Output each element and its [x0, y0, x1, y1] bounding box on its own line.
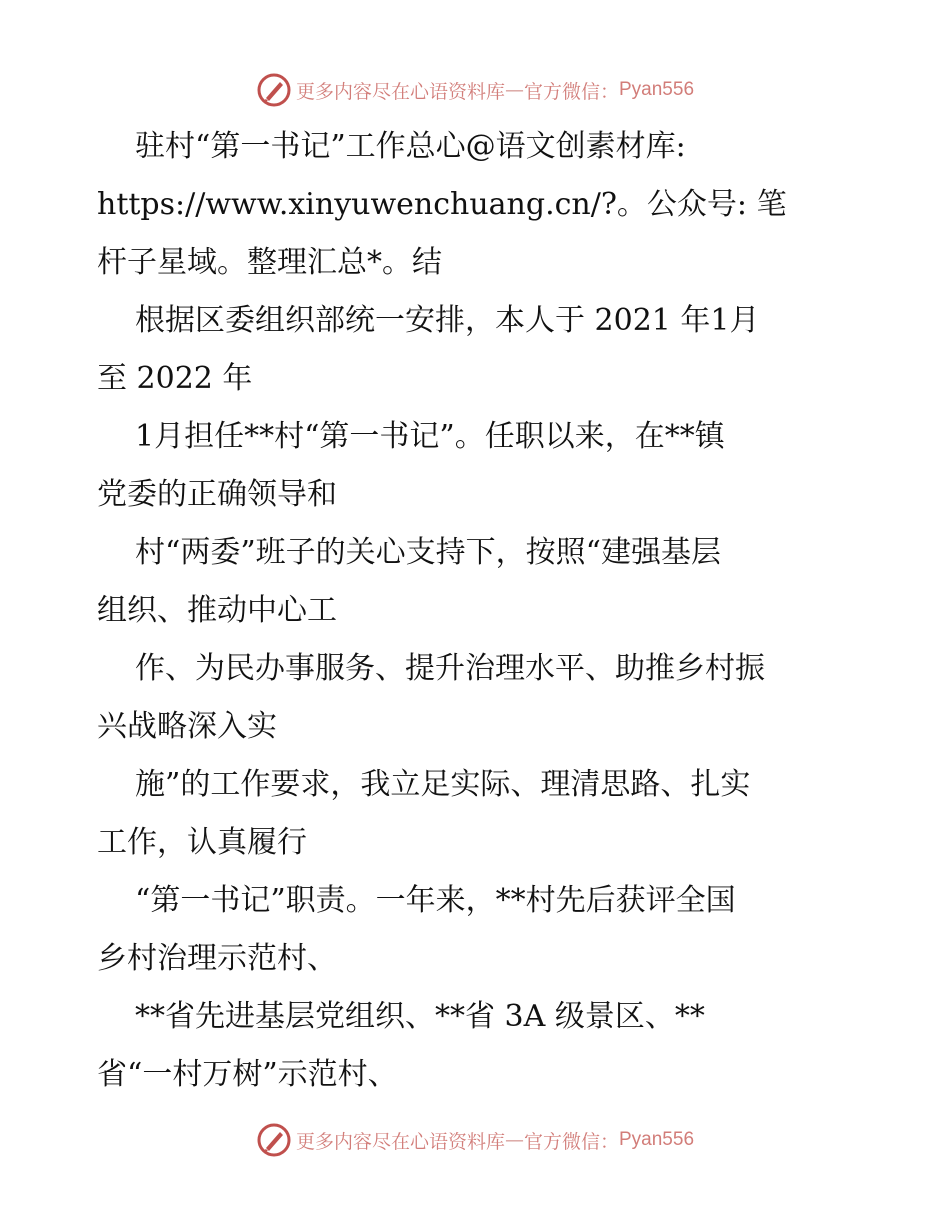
text-line: 工作，认真履行: [97, 825, 307, 860]
text-line: 根据区委组织部统一安排，本人于 2021 年1月: [135, 303, 760, 338]
document-body: [97, 124, 857, 1110]
text-line: 乡村治理示范村、: [97, 941, 337, 976]
pen-logo-icon: [256, 72, 292, 108]
text-line: 至 2022 年: [97, 361, 253, 396]
text-line: **省先进基层党组织、**省 3A 级景区、**: [135, 999, 705, 1034]
text-line: 党委的正确领导和: [97, 477, 337, 512]
text-line: 杆子星域。整理汇总*。结: [97, 245, 442, 280]
banner-wechat-id: Pyan556: [619, 1129, 695, 1150]
text-line: “第一书记”职责。一年来，**村先后获评全国: [135, 883, 736, 918]
banner-wechat-id: Pyan556: [619, 79, 695, 100]
text-line: 省“一村万树”示范村、: [97, 1057, 398, 1092]
pen-logo-icon: [256, 1122, 292, 1158]
text-line: 村“两委”班子的关心支持下，按照“建强基层: [135, 535, 722, 570]
banner-title: 更多内容尽在心语资料库: [295, 80, 505, 103]
banner-separator: —: [504, 79, 524, 101]
banner-title: 更多内容尽在心语资料库: [295, 1130, 505, 1153]
text-line: 1月担任**村“第一书记”。任职以来，在**镇: [135, 419, 725, 454]
text-line: 兴战略深入实: [97, 709, 277, 744]
banner-wechat-label: 官方微信：: [523, 1130, 619, 1153]
text-line: https://www.xinyuwenchuang.cn/?。公众号: 笔: [97, 187, 787, 222]
text-line: 施”的工作要求，我立足实际、理清思路、扎实: [135, 767, 751, 802]
text-line: 驻村“第一书记”工作总心@语文创素材库:: [135, 129, 686, 164]
header-banner: [0, 70, 950, 110]
banner-separator: —: [504, 1129, 524, 1151]
banner-wechat-label: 官方微信：: [523, 80, 619, 103]
footer-banner: [0, 1120, 950, 1160]
text-line: 作、为民办事服务、提升治理水平、助推乡村振: [135, 651, 765, 686]
text-line: 组织、推动中心工: [97, 593, 337, 628]
